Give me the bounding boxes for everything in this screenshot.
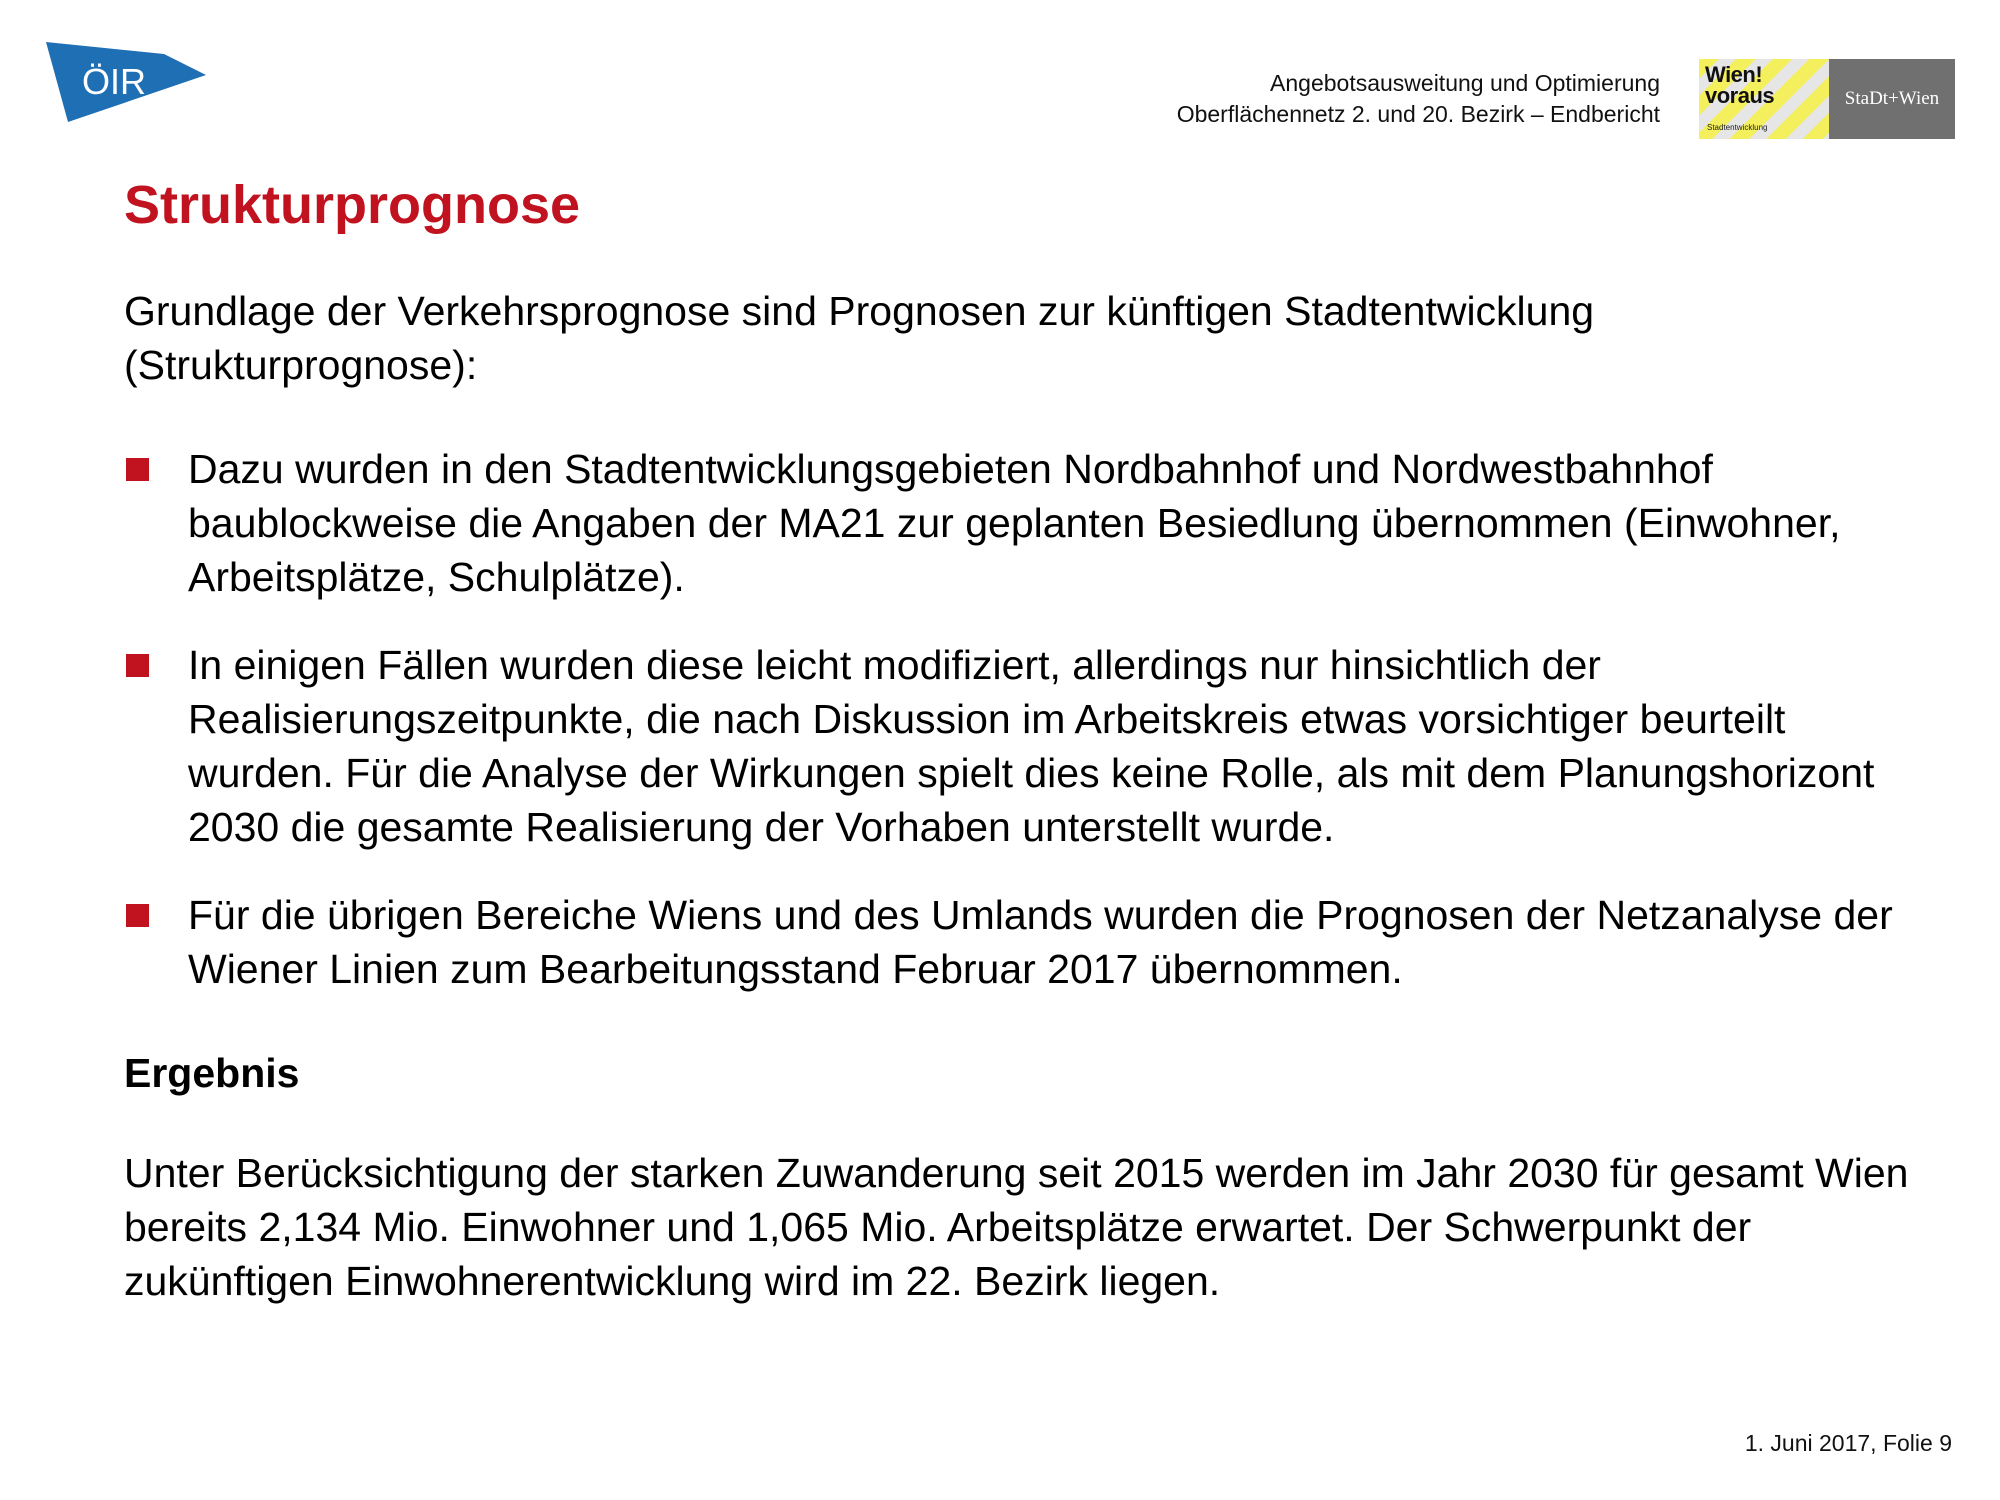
square-bullet-icon xyxy=(126,904,149,927)
wien-voraus-line-3: Stadtentwicklung xyxy=(1707,123,1768,132)
bullet-text: In einigen Fällen wurden diese leicht modifiziert, allerdings nur hinsichtlich der Realisierungszeitpunkte, die nach Diskussion im Arbeitskreis etwas vorsichtiger beurteilt wurden. Für die Analyse der Wirkungen spielt dies keine Rolle, als mit dem Planungshorizont 2030 die gesamte Realisierung der Vorhaben unterstellt wurde. xyxy=(188,642,1875,850)
bullet-item xyxy=(124,888,1904,996)
wien-voraus-logo xyxy=(1699,59,1829,139)
result-paragraph: Unter Berücksichtigung der starken Zuwanderung seit 2015 werden im Jahr 2030 für gesamt Wien bereits 2,134 Mio. Einwohner und 1,065 Mio. Arbeitsplätze erwartet. Der Schwerpunkt der zukünftigen Einwohnerentwicklung wird im 22. Bezirk liegen. xyxy=(124,1150,1909,1304)
bullet-list xyxy=(124,442,1904,1030)
document-header xyxy=(960,68,1660,130)
bullet-text: Dazu wurden in den Stadtentwicklungsgebieten Nordbahnhof und Nordwestbahnhof baublockweise die Angaben der MA21 zur geplanten Besiedlung übernommen (Einwohner, Arbeitsplätze, Schulplätze). xyxy=(188,446,1841,600)
footer-date-slide-number: 1. Juni 2017, Folie 9 xyxy=(1744,1430,1952,1456)
result-heading: Ergebnis xyxy=(124,1050,300,1096)
wien-voraus-line-2: voraus xyxy=(1705,83,1775,108)
bullet-text: Für die übrigen Bereiche Wiens und des Umlands wurden die Prognosen der Netzanalyse der Wiener Linien zum Bearbeitungsstand Februar 2017 übernommen. xyxy=(188,892,1893,992)
square-bullet-icon xyxy=(126,654,149,677)
stadt-wien-logo xyxy=(1829,59,1955,139)
intro-paragraph: Grundlage der Verkehrsprognose sind Prognosen zur künftigen Stadtentwicklung (Strukturprognose): xyxy=(124,288,1595,388)
header-line-2: Oberflächennetz 2. und 20. Bezirk – Endbericht xyxy=(1176,101,1660,127)
stadt-wien-logo-text: StaDt+Wien xyxy=(1844,88,1940,109)
wien-voraus-line-1: Wien! xyxy=(1705,62,1763,87)
bullet-item xyxy=(124,442,1904,604)
square-bullet-icon xyxy=(126,458,149,481)
oir-logo-text: ÖIR xyxy=(82,61,147,102)
page-title: Strukturprognose xyxy=(124,175,581,235)
header-line-1: Angebotsausweitung und Optimierung xyxy=(1270,70,1660,96)
bullet-item xyxy=(124,638,1904,854)
oir-logo xyxy=(46,40,208,124)
